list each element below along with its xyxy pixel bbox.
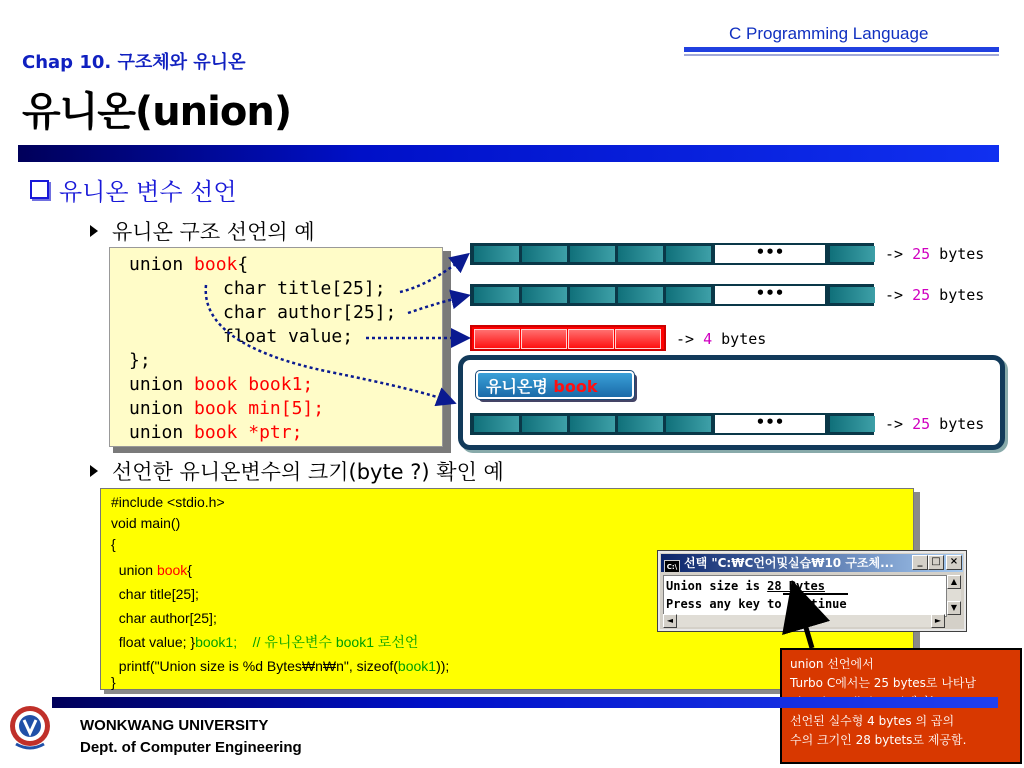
ellipsis-icon: •••: [715, 286, 825, 304]
ellipsis-icon: •••: [715, 245, 825, 263]
note-line: 선언된 실수형 4 bytes 의 곱의: [790, 714, 955, 728]
console-app-icon: C:\: [664, 560, 680, 572]
union-name-label: 유니온명 book: [476, 371, 634, 399]
console-title-text: 선택 "C:₩C언어및실습₩10 구조체...: [684, 556, 894, 570]
course-underline-shadow: [684, 54, 999, 56]
checkbox-bullet-icon: [30, 180, 49, 199]
university-name: WONKWANG UNIVERSITY: [80, 717, 269, 734]
size-label-title: -> 25 bytes: [885, 245, 985, 263]
footer-bar: [52, 697, 998, 708]
title-divider-bar: [18, 145, 999, 162]
console-output[interactable]: [663, 575, 947, 617]
code-line: }: [111, 674, 116, 690]
memory-bar-float: [470, 325, 666, 351]
console-window[interactable]: [658, 551, 966, 631]
note-line: Turbo C에서는 25 bytes로 나타남: [790, 676, 977, 690]
bullet-text: 유니온 구조 선언의 예: [112, 220, 315, 244]
horizontal-scrollbar[interactable]: [663, 615, 945, 627]
code-line: char title[25];: [111, 586, 199, 602]
code-line-value: float value;: [223, 326, 354, 347]
code-line: union book *ptr;: [129, 422, 303, 443]
code-line-title: char title[25];: [223, 278, 386, 299]
size-label-float: -> 4 bytes: [676, 330, 767, 348]
size-label-union: -> 25 bytes: [885, 415, 985, 433]
minimize-button[interactable]: _: [912, 555, 928, 570]
code-line: {: [111, 536, 116, 552]
code-line-author: char author[25];: [223, 302, 397, 323]
scroll-up-icon[interactable]: ▲: [947, 575, 961, 589]
section-heading: [30, 172, 237, 207]
course-title: C Programming Language: [729, 24, 929, 43]
department-name: Dept. of Computer Engineering: [80, 739, 302, 756]
bullet-text: 선언한 유니온변수의 크기(byte ?) 확인 예: [112, 460, 504, 484]
code-line: #include <stdio.h>: [111, 494, 225, 510]
scroll-down-icon[interactable]: ▼: [947, 601, 961, 615]
code-line: };: [129, 350, 151, 371]
console-line-size: Union size is 28 Bytes: [666, 579, 825, 593]
memory-bar-title: [470, 243, 874, 265]
bullet-union-declaration: [90, 216, 315, 246]
code-line: float value; }book1; // 유니온변수 book1 로선언: [111, 634, 419, 650]
code-line: char author[25];: [111, 610, 217, 626]
university-logo-icon: [8, 700, 52, 754]
triangle-bullet-icon: [90, 465, 98, 477]
note-line: union 선언에서: [790, 657, 874, 671]
scroll-right-icon[interactable]: ►: [931, 614, 945, 628]
code-line: void main(): [111, 515, 181, 531]
maximize-button[interactable]: □: [928, 555, 944, 570]
triangle-bullet-icon: [90, 225, 98, 237]
course-underline: [684, 47, 999, 52]
close-button[interactable]: ×: [946, 555, 962, 570]
scroll-left-icon[interactable]: ◄: [663, 614, 677, 628]
note-line: 수의 크기인 28 bytets로 제공함.: [790, 733, 967, 747]
code-line: union book min[5];: [129, 398, 325, 419]
vertical-scrollbar[interactable]: [947, 575, 961, 615]
memory-bar-union: [470, 413, 874, 435]
code-line: union book{: [111, 562, 192, 578]
code-line: union book book1;: [129, 374, 314, 395]
code-line: union book{: [129, 254, 249, 275]
section-heading-text: 유니온 변수 선언: [59, 178, 237, 206]
union-declaration-code-box: [109, 247, 443, 447]
bullet-size-check: [90, 456, 504, 486]
code-line: printf("Union size is %d Bytes₩n₩n", sizeof(book1));: [111, 658, 450, 674]
slide-title: 유니온(union): [22, 89, 292, 135]
ellipsis-icon: •••: [715, 415, 825, 433]
console-line-continue: Press any key to continue: [666, 597, 847, 611]
size-label-author: -> 25 bytes: [885, 286, 985, 304]
chapter-label: Chap 10. 구조체와 유니온: [22, 52, 246, 73]
memory-bar-author: [470, 284, 874, 306]
union-memory-frame: [458, 355, 1005, 450]
